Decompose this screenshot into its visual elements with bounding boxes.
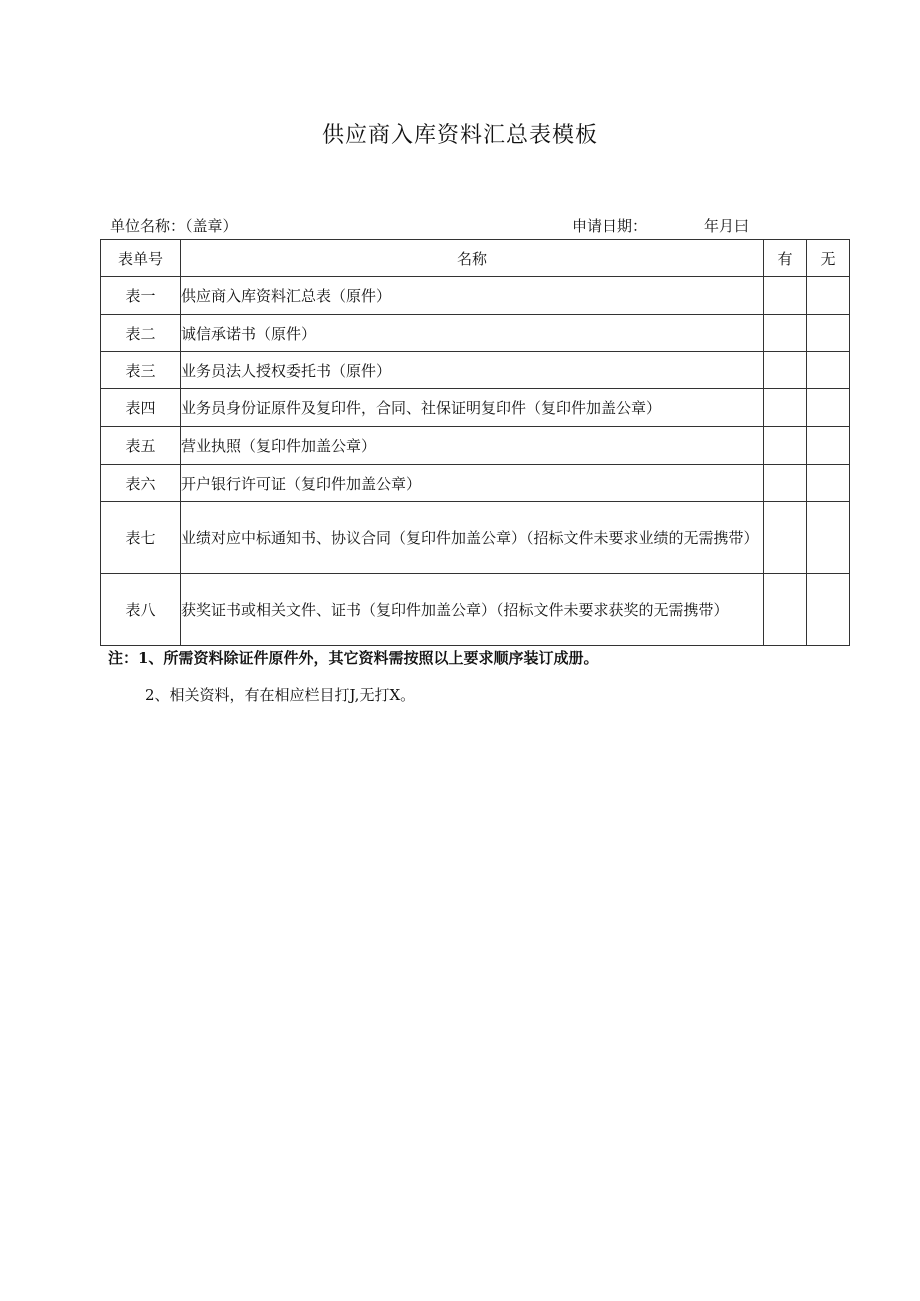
row-none-cell[interactable]: [807, 277, 850, 315]
row-have-cell[interactable]: [764, 389, 807, 427]
header-none: 无: [807, 240, 850, 277]
table-row: [101, 352, 850, 389]
header-have: 有: [764, 240, 807, 277]
row-none-cell[interactable]: [807, 427, 850, 465]
row-none-cell[interactable]: [807, 574, 850, 646]
row-have-cell[interactable]: [764, 465, 807, 502]
table-row: [101, 315, 850, 352]
row-none-cell[interactable]: [807, 502, 850, 574]
row-name: 业务员身份证原件及复印件，合同、社保证明复印件（复印件加盖公章）: [181, 389, 764, 427]
table-row: [101, 574, 850, 646]
row-name: 开户银行许可证（复印件加盖公章）: [181, 465, 764, 502]
row-form-number: 表三: [101, 352, 181, 389]
row-have-cell[interactable]: [764, 574, 807, 646]
row-form-number: 表八: [101, 574, 181, 646]
row-form-number: 表五: [101, 427, 181, 465]
row-name: 诚信承诺书（原件）: [181, 315, 764, 352]
table-row: [101, 502, 850, 574]
notes-section: [108, 648, 598, 705]
row-have-cell[interactable]: [764, 277, 807, 315]
row-have-cell[interactable]: [764, 352, 807, 389]
row-name-text: 获奖证书或相关文件、证书（复印件加盖公章）（招标文件未要求获奖的无需携带）: [181, 600, 729, 619]
table-row: [101, 389, 850, 427]
row-name: 供应商入库资料汇总表（原件）: [181, 277, 764, 315]
row-form-number: 表二: [101, 315, 181, 352]
materials-table: [100, 239, 850, 646]
row-have-cell[interactable]: [764, 502, 807, 574]
table-header-row: [101, 240, 850, 277]
row-form-number: 表四: [101, 389, 181, 427]
row-form-number: 表六: [101, 465, 181, 502]
page-title: 供应商入库资料汇总表模板: [321, 123, 598, 148]
row-none-cell[interactable]: [807, 465, 850, 502]
row-form-number: 表一: [101, 277, 181, 315]
note-2: 2、相关资料，有在相应栏目打J,无打X。: [145, 686, 416, 704]
row-name-text: 业绩对应中标通知书、协议合同（复印件加盖公章）（招标文件未要求业绩的无需携带）: [181, 528, 759, 547]
application-date-label: 申请日期：: [572, 217, 648, 235]
table-row: [101, 465, 850, 502]
unit-name-label: 单位名称：（盖章）: [110, 217, 238, 235]
header-form-number: 表单号: [101, 240, 181, 277]
row-name: 业务员法人授权委托书（原件）: [181, 352, 764, 389]
table-row: [101, 277, 850, 315]
row-name: [181, 574, 764, 646]
row-have-cell[interactable]: [764, 427, 807, 465]
row-name: [181, 502, 764, 574]
row-none-cell[interactable]: [807, 315, 850, 352]
row-have-cell[interactable]: [764, 315, 807, 352]
application-date-value: 年月曰: [704, 217, 750, 235]
header-name: 名称: [181, 240, 764, 277]
row-none-cell[interactable]: [807, 352, 850, 389]
row-none-cell[interactable]: [807, 389, 850, 427]
row-form-number: 表七: [101, 502, 181, 574]
table-row: [101, 427, 850, 465]
row-name: 营业执照（复印件加盖公章）: [181, 427, 764, 465]
note-1: 注：1、所需资料除证件原件外，其它资料需按照以上要求顺序装订成册。: [108, 649, 599, 667]
